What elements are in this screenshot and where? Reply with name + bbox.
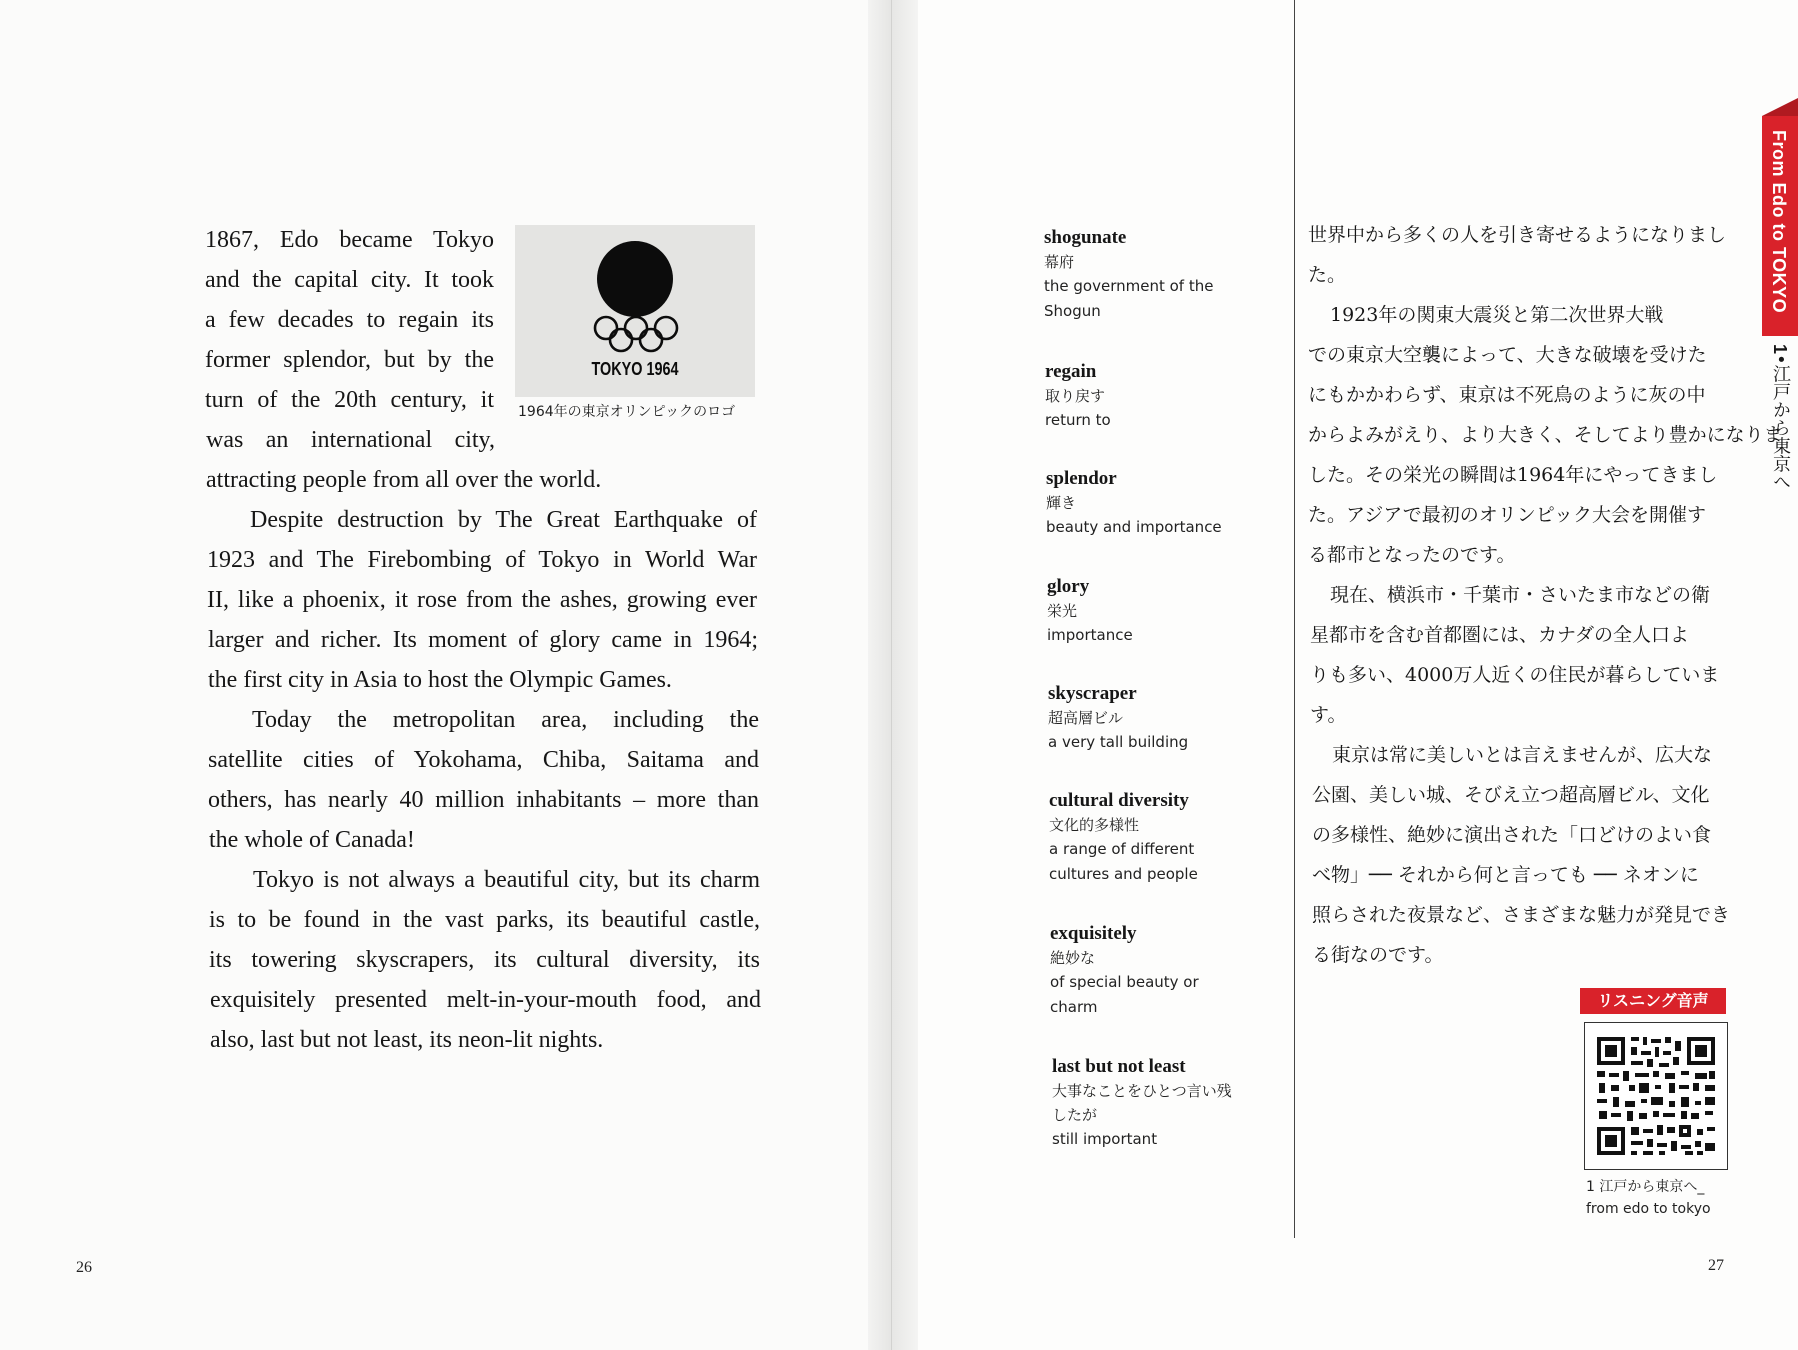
glossary-term: exquisitely <box>1050 923 1137 944</box>
glossary-entry <box>1050 922 1280 1020</box>
glossary-definition: return to <box>1045 411 1111 429</box>
japanese-line: での東京大空襲によって、大きな破壊を受けた <box>1308 344 1707 366</box>
japanese-line: 現在、横浜市・千葉市・さいたま市などの衛 <box>1330 584 1711 606</box>
olympic-logo-figure <box>515 225 755 397</box>
glossary-term: regain <box>1045 361 1097 382</box>
glossary-entry <box>1049 789 1279 887</box>
page-number-right: 27 <box>1708 1257 1724 1274</box>
body-line: II, like a phoenix, it rose from the ashes, growing ever <box>207 587 757 613</box>
japanese-line: た。アジアで最初のオリンピック大会を開催す <box>1308 504 1707 526</box>
glossary-entry <box>1044 226 1274 324</box>
glossary-japanese: 超高層ビル <box>1048 709 1124 727</box>
body-line: larger and richer. Its moment of glory came in 1964; <box>208 627 758 653</box>
glossary-term: cultural diversity <box>1049 790 1189 811</box>
body-line: turn of the 20th century, it <box>205 387 494 413</box>
qr-code[interactable] <box>1584 1022 1728 1170</box>
japanese-line: 星都市を含む首都圏には、カナダの全人口よ <box>1310 624 1690 646</box>
japanese-line: の多様性、絶妙に演出された「口どけのよい食 <box>1312 824 1712 846</box>
glossary-definition: a range of different <box>1049 840 1195 858</box>
qr-code-icon <box>1585 1023 1727 1169</box>
body-line: satellite cities of Yokohama, Chiba, Saitama and <box>208 747 759 773</box>
body-line: others, has nearly 40 million inhabitants – more than <box>208 787 759 813</box>
side-tab-notch <box>1762 98 1798 116</box>
japanese-line: 東京は常に美しいとは言えませんが、広大な <box>1332 744 1713 766</box>
japanese-line: 1923年の関東大震災と第二次世界大戦 <box>1330 304 1664 326</box>
glossary-definition: of special beauty or <box>1050 973 1199 991</box>
glossary-japanese: したが <box>1052 1106 1098 1124</box>
glossary-entry <box>1048 682 1278 755</box>
glossary-term: last but not least <box>1052 1056 1186 1077</box>
japanese-line: 公園、美しい城、そびえ立つ超高層ビル、文化 <box>1312 784 1710 806</box>
glossary-term: shogunate <box>1044 227 1127 248</box>
glossary-term: glory <box>1047 576 1090 597</box>
qr-caption-line: from edo to tokyo <box>1586 1201 1711 1217</box>
glossary-japanese: 取り戻す <box>1045 387 1106 405</box>
japanese-line: べ物」── それから何と言っても ── ネオンに <box>1312 864 1699 886</box>
chapter-title: 江戸から東京へ <box>1770 364 1791 491</box>
glossary-japanese: 大事なことをひとつ言い残 <box>1052 1082 1232 1100</box>
glossary-definition: charm <box>1050 998 1098 1016</box>
olympic-rings-icon <box>591 315 681 355</box>
chapter-heading-vertical <box>1768 344 1792 491</box>
japanese-line: 照らされた夜景など、さまざまな魅力が発見でき <box>1312 904 1731 926</box>
page-number-left: 26 <box>76 1259 92 1276</box>
japanese-line: る都市となったのです。 <box>1308 544 1516 566</box>
glossary-definition: a very tall building <box>1048 733 1189 751</box>
glossary-definition: cultures and people <box>1049 865 1198 883</box>
body-line: 1923 and The Firebombing of Tokyo in World War <box>207 547 757 573</box>
japanese-line: る街なのです。 <box>1312 944 1444 966</box>
body-line: exquisitely presented melt-in-your-mouth food, and <box>210 987 761 1013</box>
japanese-line: りも多い、4000万人近くの住民が暮らしていま <box>1310 664 1720 686</box>
body-line: its towering skyscrapers, its cultural diversity, its <box>209 947 760 973</box>
japanese-line: からよみがえり、より大きく、そしてより豊かになりま <box>1308 424 1783 446</box>
glossary-definition: Shogun <box>1044 302 1101 320</box>
glossary-entry <box>1047 575 1277 648</box>
glossary-entry <box>1046 467 1276 540</box>
body-line: also, last but not least, its neon-lit nights. <box>210 1027 604 1053</box>
glossary-japanese: 絶妙な <box>1050 949 1096 967</box>
chapter-tab-label: From Edo to TOKYO <box>1769 130 1789 314</box>
body-line: former splendor, but by the <box>205 347 494 373</box>
body-line: Today the metropolitan area, including the <box>252 707 759 733</box>
glossary-definition: beauty and importance <box>1046 518 1222 536</box>
body-line: the first city in Asia to host the Olympic Games. <box>208 667 672 693</box>
body-line: attracting people from all over the world. <box>206 467 602 493</box>
body-line: Despite destruction by The Great Earthquake of <box>250 507 757 533</box>
body-line: is to be found in the vast parks, its beautiful castle, <box>209 907 760 933</box>
qr-caption-line: 1 江戸から東京へ_ <box>1586 1179 1705 1195</box>
glossary-term: skyscraper <box>1048 683 1137 704</box>
body-line: 1867, Edo became Tokyo <box>205 227 494 253</box>
japanese-line: にもかかわらず、東京は不死鳥のように灰の中 <box>1308 384 1706 406</box>
japanese-line: た。 <box>1308 264 1347 286</box>
chapter-number: 1 <box>1770 344 1790 355</box>
book-gutter <box>868 0 918 1350</box>
column-divider <box>1294 0 1295 1238</box>
listening-audio-label: リスニング音声 <box>1580 988 1726 1014</box>
glossary-entry <box>1052 1055 1282 1152</box>
glossary-japanese: 輝き <box>1046 494 1077 512</box>
glossary-entry <box>1045 360 1275 433</box>
glossary-japanese: 文化的多様性 <box>1049 816 1140 834</box>
japanese-line: した。その栄光の瞬間は1964年にやってきまし <box>1308 464 1718 486</box>
glossary-definition: importance <box>1047 626 1133 644</box>
glossary-term: splendor <box>1046 468 1117 489</box>
glossary-japanese: 幕府 <box>1044 253 1075 271</box>
figure-caption: 1964年の東京オリンピックのロゴ <box>518 404 736 420</box>
body-line: the whole of Canada! <box>209 827 415 853</box>
glossary-definition: the government of the <box>1044 277 1214 295</box>
body-line: and the capital city. It took <box>205 267 494 293</box>
body-line: Tokyo is not always a beautiful city, but its charm <box>253 867 760 893</box>
chapter-bullet-icon: • <box>1770 354 1791 365</box>
japanese-line: す。 <box>1310 704 1347 726</box>
qr-caption <box>1586 1176 1711 1220</box>
glossary-definition: still important <box>1052 1130 1158 1148</box>
glossary-japanese: 栄光 <box>1047 602 1078 620</box>
body-line: a few decades to regain its <box>205 307 494 333</box>
gutter-line <box>891 0 892 1350</box>
logo-text: TOKYO 1964 <box>591 359 679 379</box>
japanese-line: 世界中から多くの人を引き寄せるようになりまし <box>1308 224 1727 246</box>
rising-sun-icon <box>597 241 673 317</box>
body-line: was an international city, <box>206 427 495 453</box>
